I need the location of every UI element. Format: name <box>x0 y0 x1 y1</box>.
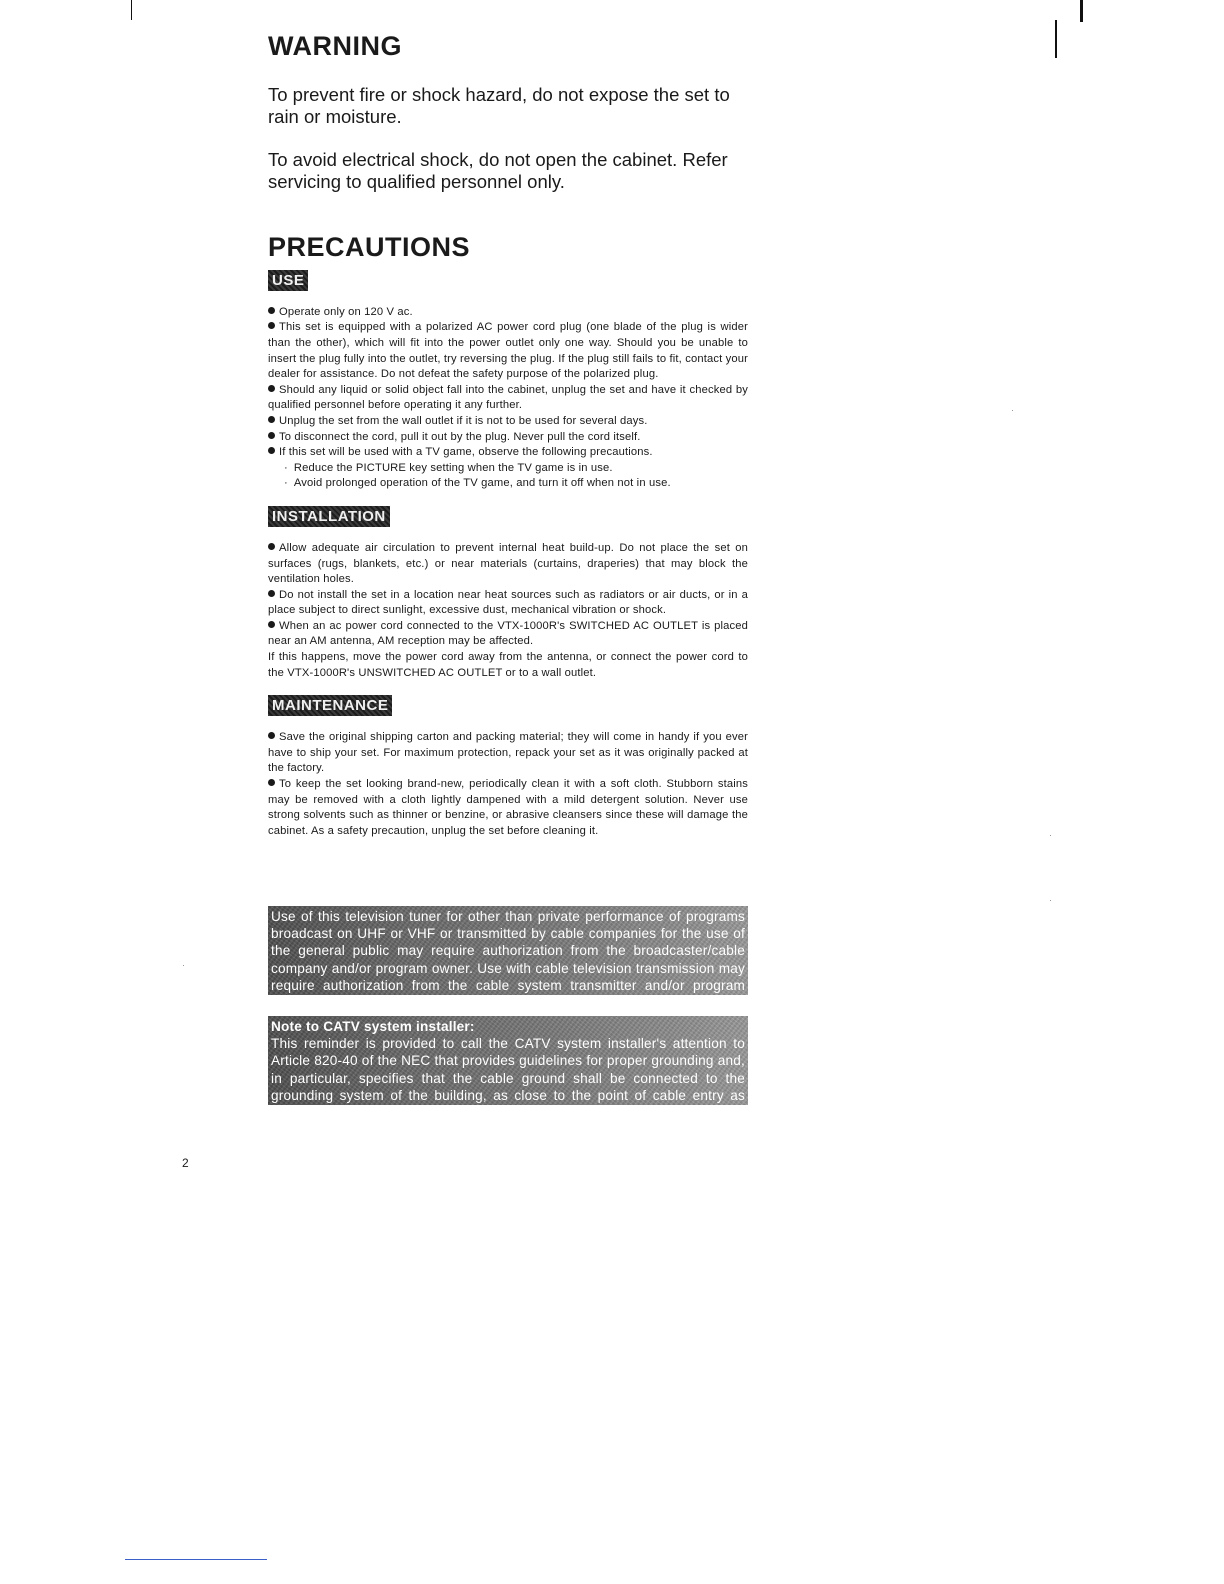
list-item: To disconnect the cord, pull it out by the plug. Never pull the cord itself. <box>268 430 748 446</box>
tv-game-sub-item: · Reduce the PICTURE key setting when the TV game is in use. <box>284 461 613 474</box>
bullet-icon <box>268 322 275 329</box>
list-item: Save the original shipping carton and packing material; they will come in handy if you ever have to ship your set. For maximum protection, repack your set as it was originally packed at the factory. <box>268 731 748 775</box>
list-item: If this set will be used with a TV game, observe the following precautions. <box>268 445 748 461</box>
manual-page-content <box>268 30 748 839</box>
tuner-authorization-notice <box>268 906 748 1011</box>
installation-section-tag: INSTALLATION <box>268 506 390 527</box>
tuner-notice-text: Use of this television tuner for other than private performance of programs broadcast on UHF or VHF or transmitted by cable companies for the use of the general public may require authorization from the broadcaster/cable company and/or program owner. Use with cable television transmission may require authorization from the cable system transmitter and/or program owner. <box>271 909 745 1011</box>
list-item: Unplug the set from the wall outlet if it is not to be used for several days. <box>268 414 748 430</box>
scan-edge-mark-left <box>131 0 132 20</box>
bullet-icon <box>268 732 275 739</box>
precautions-heading: PRECAUTIONS <box>268 232 471 263</box>
bullet-icon <box>268 432 275 439</box>
scan-speck <box>183 965 184 966</box>
bullet-icon <box>268 416 275 423</box>
bullet-icon <box>268 307 275 314</box>
catv-notice-body: This reminder is provided to call the CATV system installer's attention to Article 820-40 of the NEC that provides guidelines for proper grounding and, in particular, specifies that the cable ground shall be connected to the grounding system of the building, as close to the point of cable entry as practical. <box>271 1036 745 1121</box>
catv-installer-notice <box>268 1016 748 1121</box>
list-item: Should any liquid or solid object fall into the cabinet, unplug the set and have it checked by qualified personnel before operating it any further. <box>268 383 748 412</box>
use-section <box>268 270 748 492</box>
maintenance-section-tag: MAINTENANCE <box>268 695 392 716</box>
warning-paragraph-fire: To prevent fire or shock hazard, do not expose the set to rain or moisture. <box>268 84 730 128</box>
warning-paragraph-shock: To avoid electrical shock, do not open the cabinet. Refer servicing to qualified personnel only. <box>268 149 728 193</box>
list-item: Operate only on 120 V ac. <box>268 305 748 321</box>
installation-section <box>268 506 748 681</box>
list-item: Allow adequate air circulation to prevent internal heat build-up. Do not place the set on surfaces (rugs, blankets, etc.) or near materials (curtains, draperies) that may block the ventilation holes. <box>268 541 748 586</box>
scan-edge-mark-right-top <box>1080 0 1083 22</box>
maintenance-section <box>268 695 748 839</box>
list-item: When an ac power cord connected to the VTX-1000R's SWITCHED AC OUTLET is placed near an AM antenna, AM reception may be affected. <box>268 619 748 648</box>
footer-rule <box>125 1559 267 1560</box>
scan-speck <box>1050 900 1051 901</box>
maintenance-bullet-list <box>268 730 748 839</box>
tv-game-sub-item: · Avoid prolonged operation of the TV game, and turn it off when not in use. <box>284 477 671 490</box>
list-item: Do not install the set in a location near heat sources such as radiators or air ducts, or in a place subject to direct sunlight, excessive dust, mechanical vibration or shock. <box>268 588 748 617</box>
bullet-icon <box>268 385 275 392</box>
page-number: 2 <box>182 1156 189 1170</box>
installation-followup: If this happens, move the power cord away from the antenna, or connect the power cord to the VTX-1000R's UNSWITCHED AC OUTLET or to a wall outlet. <box>268 651 748 679</box>
list-item: This set is equipped with a polarized AC power cord plug (one blade of the plug is wider than the other), which will fit into the power outlet only one way. Should you be unable to insert the plug fully into the outlet, try reversing the plug. If the plug still fails to fit, contact your dealer for assistance. Do not defeat the safety purpose of the polarized plug. <box>268 321 748 381</box>
catv-notice-title: Note to CATV system installer: <box>271 1019 475 1034</box>
warning-heading: WARNING <box>268 31 402 61</box>
scan-edge-mark-right <box>1055 20 1057 58</box>
list-item: To keep the set looking brand-new, periodically clean it with a soft cloth. Stubborn stains may be removed with a cloth lightly dampened with a mild detergent solution. Never use strong solvents such as thinner or benzine, or abrasive cleansers since these will damage the cabinet. As a safety precaution, unplug the set before cleaning it. <box>268 778 748 837</box>
bullet-icon <box>268 447 275 454</box>
installation-bullet-list <box>268 541 748 650</box>
bullet-icon <box>268 590 275 597</box>
use-bullet-list <box>268 305 748 461</box>
bullet-icon <box>268 779 275 786</box>
bullet-icon <box>268 543 275 550</box>
bullet-icon <box>268 621 275 628</box>
scan-speck <box>1050 835 1051 836</box>
use-section-tag: USE <box>268 270 308 291</box>
scan-speck <box>1012 410 1013 411</box>
